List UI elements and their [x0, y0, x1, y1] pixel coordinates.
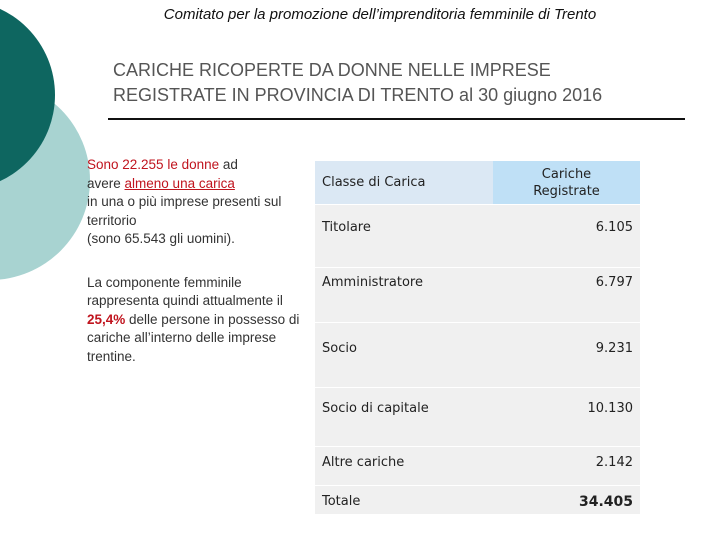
text-fragment: in una o più imprese presenti sul territorio — [87, 194, 282, 228]
title-divider — [108, 118, 685, 120]
row-label: Amministratore — [315, 268, 493, 323]
table-row — [315, 447, 640, 486]
slide-title — [113, 58, 683, 108]
header-registered-label: Cariche Registrate — [533, 166, 600, 199]
row-value: 9.231 — [493, 323, 640, 388]
table-row — [315, 205, 640, 268]
total-value: 34.405 — [493, 486, 640, 515]
summary-text — [87, 156, 317, 366]
organization-header: Comitato per la promozione dell’imprenditoria femminile di Trento — [163, 6, 597, 23]
title-line-2: REGISTRATE IN PROVINCIA DI TRENTO al 30 giugno 2016 — [113, 85, 603, 105]
table-row — [315, 268, 640, 323]
row-value: 2.142 — [493, 447, 640, 486]
title-line-1: CARICHE RICOPERTE DA DONNE NELLE IMPRESE — [113, 60, 551, 80]
women-count-highlight: Sono 22.255 le donne — [87, 157, 220, 172]
at-least-one-role-highlight: almeno una carica — [124, 175, 235, 191]
roles-table — [315, 161, 640, 514]
row-value: 6.105 — [493, 205, 640, 268]
table-row — [315, 388, 640, 447]
row-value: 6.797 — [493, 268, 640, 323]
table-header-row — [315, 161, 640, 205]
row-label: Titolare — [315, 205, 493, 268]
row-label: Altre cariche — [315, 447, 493, 486]
total-label: Totale — [315, 486, 493, 515]
text-fragment: avere — [87, 175, 125, 191]
text-fragment: ad — [219, 157, 238, 172]
men-count-text: (sono 65.543 gli uomini). — [87, 231, 235, 246]
table-row — [315, 323, 640, 388]
row-label: Socio — [315, 323, 493, 388]
table-total-row — [315, 486, 640, 515]
header-class: Classe di Carica — [315, 161, 493, 205]
summary-paragraph-2 — [87, 274, 317, 367]
row-value: 10.130 — [493, 388, 640, 447]
header-registered — [493, 161, 640, 205]
summary-paragraph-1 — [87, 156, 317, 249]
text-fragment: La componente femminile rappresenta quindi attualmente il — [87, 274, 283, 308]
percentage-highlight: 25,4% — [87, 311, 126, 327]
text-fragment: delle persone in possesso di cariche all’interno delle imprese trentine. — [87, 311, 300, 364]
row-label: Socio di capitale — [315, 388, 493, 447]
